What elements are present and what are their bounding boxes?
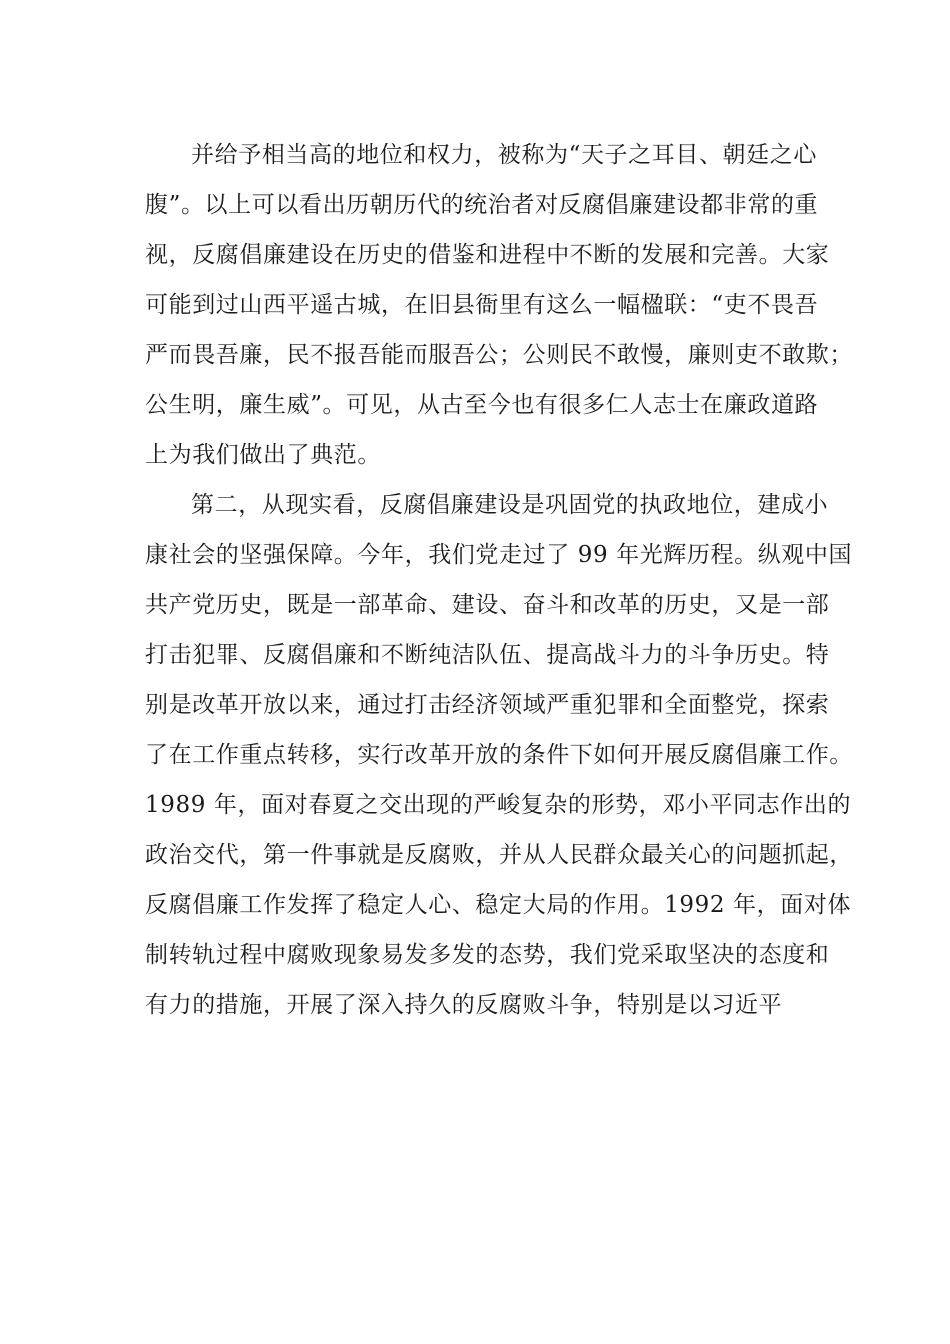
text-line: 有力的措施，开展了深入持久的反腐败斗争，特别是以习近平 <box>145 992 783 1018</box>
text-line: 打击犯罪、反腐倡廉和不断纯洁队伍、提高战斗力的斗争历史。特 <box>145 642 830 668</box>
text-line: 第二，从现实看，反腐倡廉建设是巩固党的执政地位，建成小 <box>191 492 829 518</box>
text-line: 1989 年，面对春夏之交出现的严峻复杂的形势，邓小平同志作出的 <box>145 792 852 818</box>
text-line: 公生明，廉生威”。可见，从古至今也有很多仁人志士在廉政道路 <box>145 392 819 418</box>
text-line: 上为我们做出了典范。 <box>145 442 381 468</box>
text-line: 视，反腐倡廉建设在历史的借鉴和进程中不断的发展和完善。大家 <box>145 242 830 268</box>
text-line: 严而畏吾廉，民不报吾能而服吾公；公则民不敢慢，廉则吏不敢欺； <box>145 342 853 368</box>
text-line: 腹”。以上可以看出历朝历代的统治者对反腐倡廉建设都非常的重 <box>145 192 819 218</box>
text-line: 了在工作重点转移，实行改革开放的条件下如何开展反腐倡廉工作。 <box>145 742 853 768</box>
text-line: 康社会的坚强保障。今年，我们党走过了 99 年光辉历程。纵观中国 <box>145 542 853 568</box>
text-line: 并给予相当高的地位和权力，被称为“天子之耳目、朝廷之心 <box>191 142 817 168</box>
text-line: 制转轨过程中腐败现象易发多发的态势，我们党采取坚决的态度和 <box>145 942 830 968</box>
text-line: 别是改革开放以来，通过打击经济领域严重犯罪和全面整党，探索 <box>145 692 830 718</box>
text-line: 政治交代，第一件事就是反腐败，并从人民群众最关心的问题抓起， <box>145 842 853 868</box>
text-line: 反腐倡廉工作发挥了稳定人心、稳定大局的作用。1992 年，面对体 <box>145 892 852 918</box>
text-line: 可能到过山西平遥古城，在旧县衙里有这么一幅楹联：“吏不畏吾 <box>145 292 819 318</box>
body-text <box>145 130 853 1030</box>
text-line: 共产党历史，既是一部革命、建设、奋斗和改革的历史，又是一部 <box>145 592 830 618</box>
